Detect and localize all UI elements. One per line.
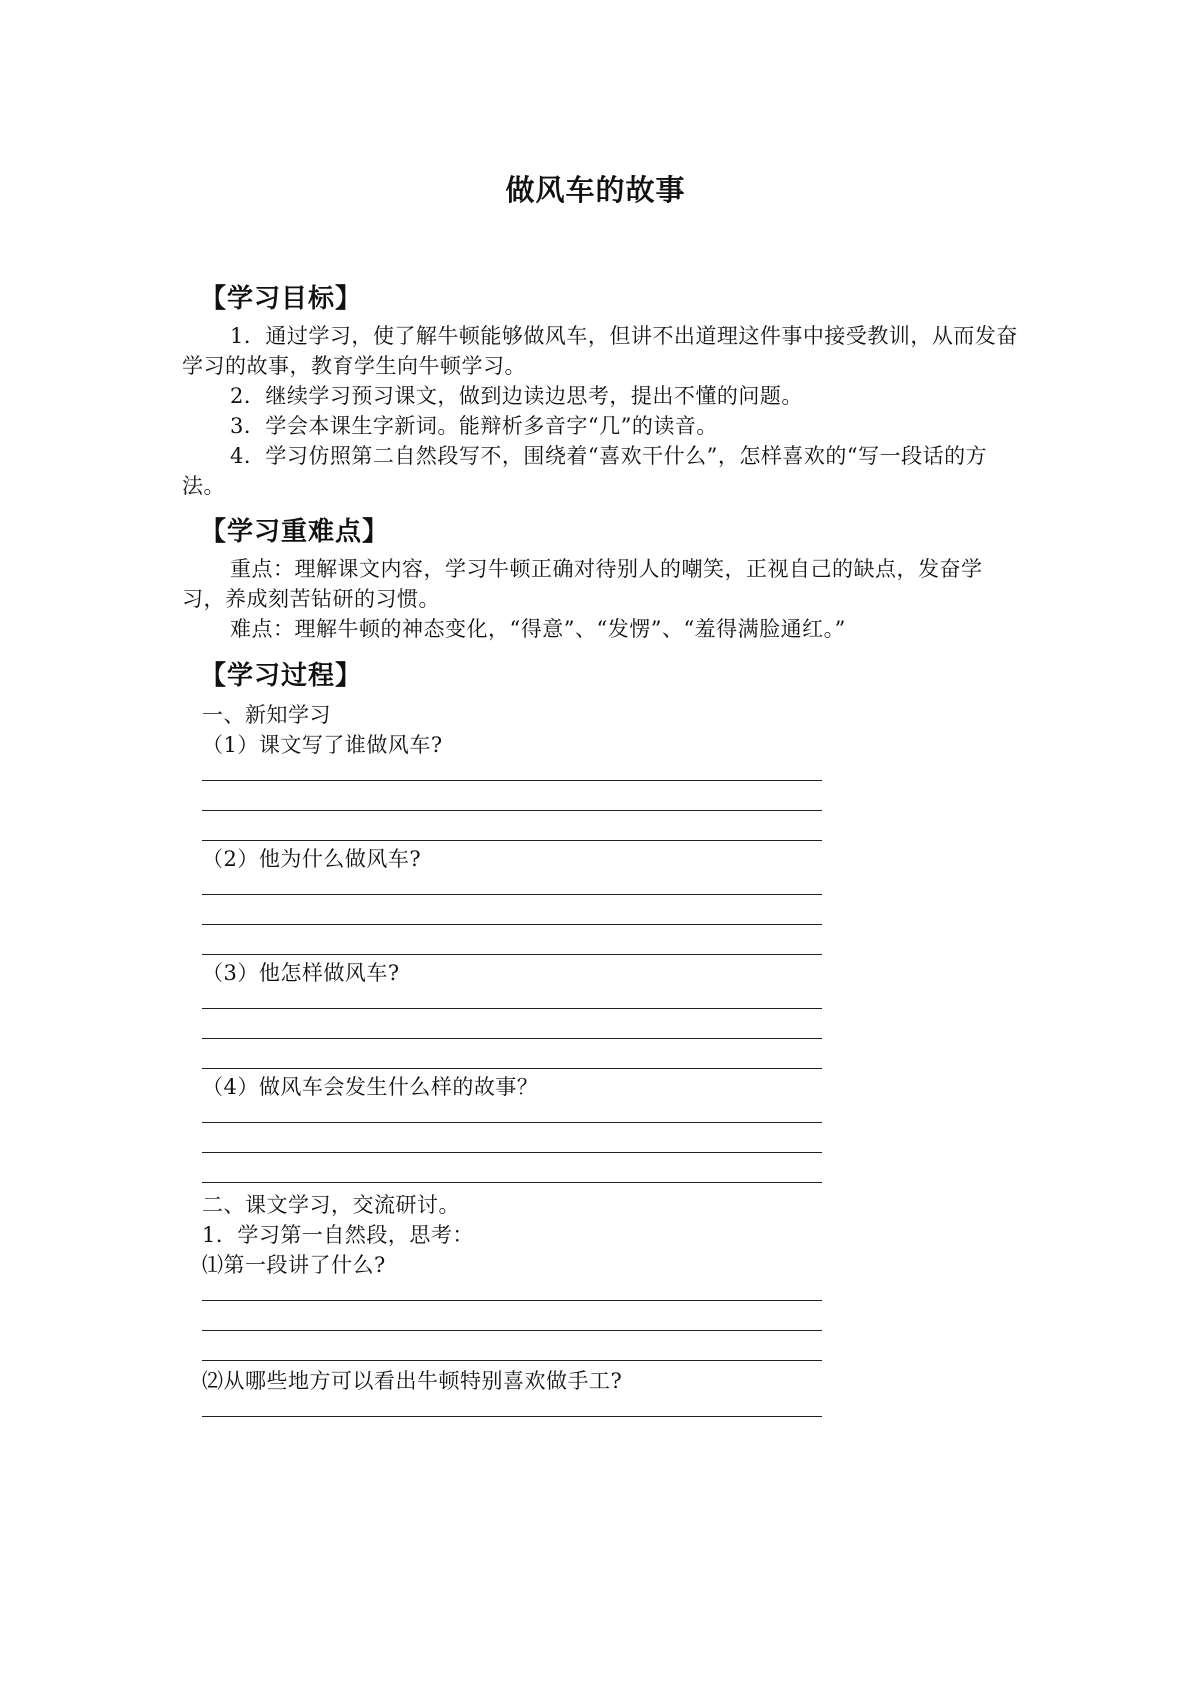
answer-line[interactable] <box>202 1330 822 1331</box>
part2-subtitle: 1．学习第一自然段，思考： <box>202 1223 474 1247</box>
answer-line[interactable] <box>202 924 822 925</box>
objectives-heading: 【学习目标】 <box>200 284 363 314</box>
objective-item-2: 2．继续学习预习课文，做到边读边思考，提出不懂的问题。 <box>230 384 803 408</box>
part2-title: 二、课文学习，交流研讨。 <box>202 1193 460 1217</box>
answer-line[interactable] <box>202 1008 822 1009</box>
answer-line[interactable] <box>202 840 822 841</box>
part2-question-2: ⑵从哪些地方可以看出牛顿特别喜欢做手工? <box>202 1369 623 1393</box>
answer-line[interactable] <box>202 780 822 781</box>
part2-question-1: ⑴第一段讲了什么? <box>202 1253 386 1277</box>
answer-line[interactable] <box>202 1182 822 1183</box>
part1-question-2: （2）他为什么做风车? <box>202 847 422 871</box>
answer-line[interactable] <box>202 954 822 955</box>
part1-title: 一、新知学习 <box>202 703 331 727</box>
answer-line[interactable] <box>202 1038 822 1039</box>
process-heading: 【学习过程】 <box>200 661 363 691</box>
key-points-heading: 【学习重难点】 <box>200 517 390 547</box>
answer-line[interactable] <box>202 1360 822 1361</box>
answer-line[interactable] <box>202 1068 822 1069</box>
key-point-item-1: 重点：理解课文内容，学习牛顿正确对待别人的嘲笑，正视自己的缺点，发奋学习，养成刻苦钻研的习惯。 <box>182 557 983 611</box>
part1-question-4: （4）做风车会发生什么样的故事？ <box>202 1075 539 1099</box>
key-point-item-2: 难点：理解牛顿的神态变化，“得意”、“发愣”、“羞得满脸通红。” <box>230 617 846 641</box>
part1-question-3: （3）他怎样做风车? <box>202 961 400 985</box>
objective-item-1: 1．通过学习，使了解牛顿能够做风车，但讲不出道理这件事中接受教训，从而发奋学习的故事，教育学生向牛顿学习。 <box>182 324 1018 378</box>
objective-item-4: 4．学习仿照第二自然段写不，围绕着“喜欢干什么”，怎样喜欢的“写一段话的方法。 <box>182 444 988 498</box>
answer-line[interactable] <box>202 1152 822 1153</box>
answer-line[interactable] <box>202 1300 822 1301</box>
answer-line[interactable] <box>202 810 822 811</box>
objective-item-3: 3．学会本课生字新词。能辩析多音字“几”的读音。 <box>230 414 718 438</box>
part1-question-1: （1）课文写了谁做风车? <box>202 733 443 757</box>
answer-line[interactable] <box>202 1122 822 1123</box>
answer-line[interactable] <box>202 894 822 895</box>
page-title: 做风车的故事 <box>505 173 686 207</box>
answer-line[interactable] <box>202 1416 822 1417</box>
